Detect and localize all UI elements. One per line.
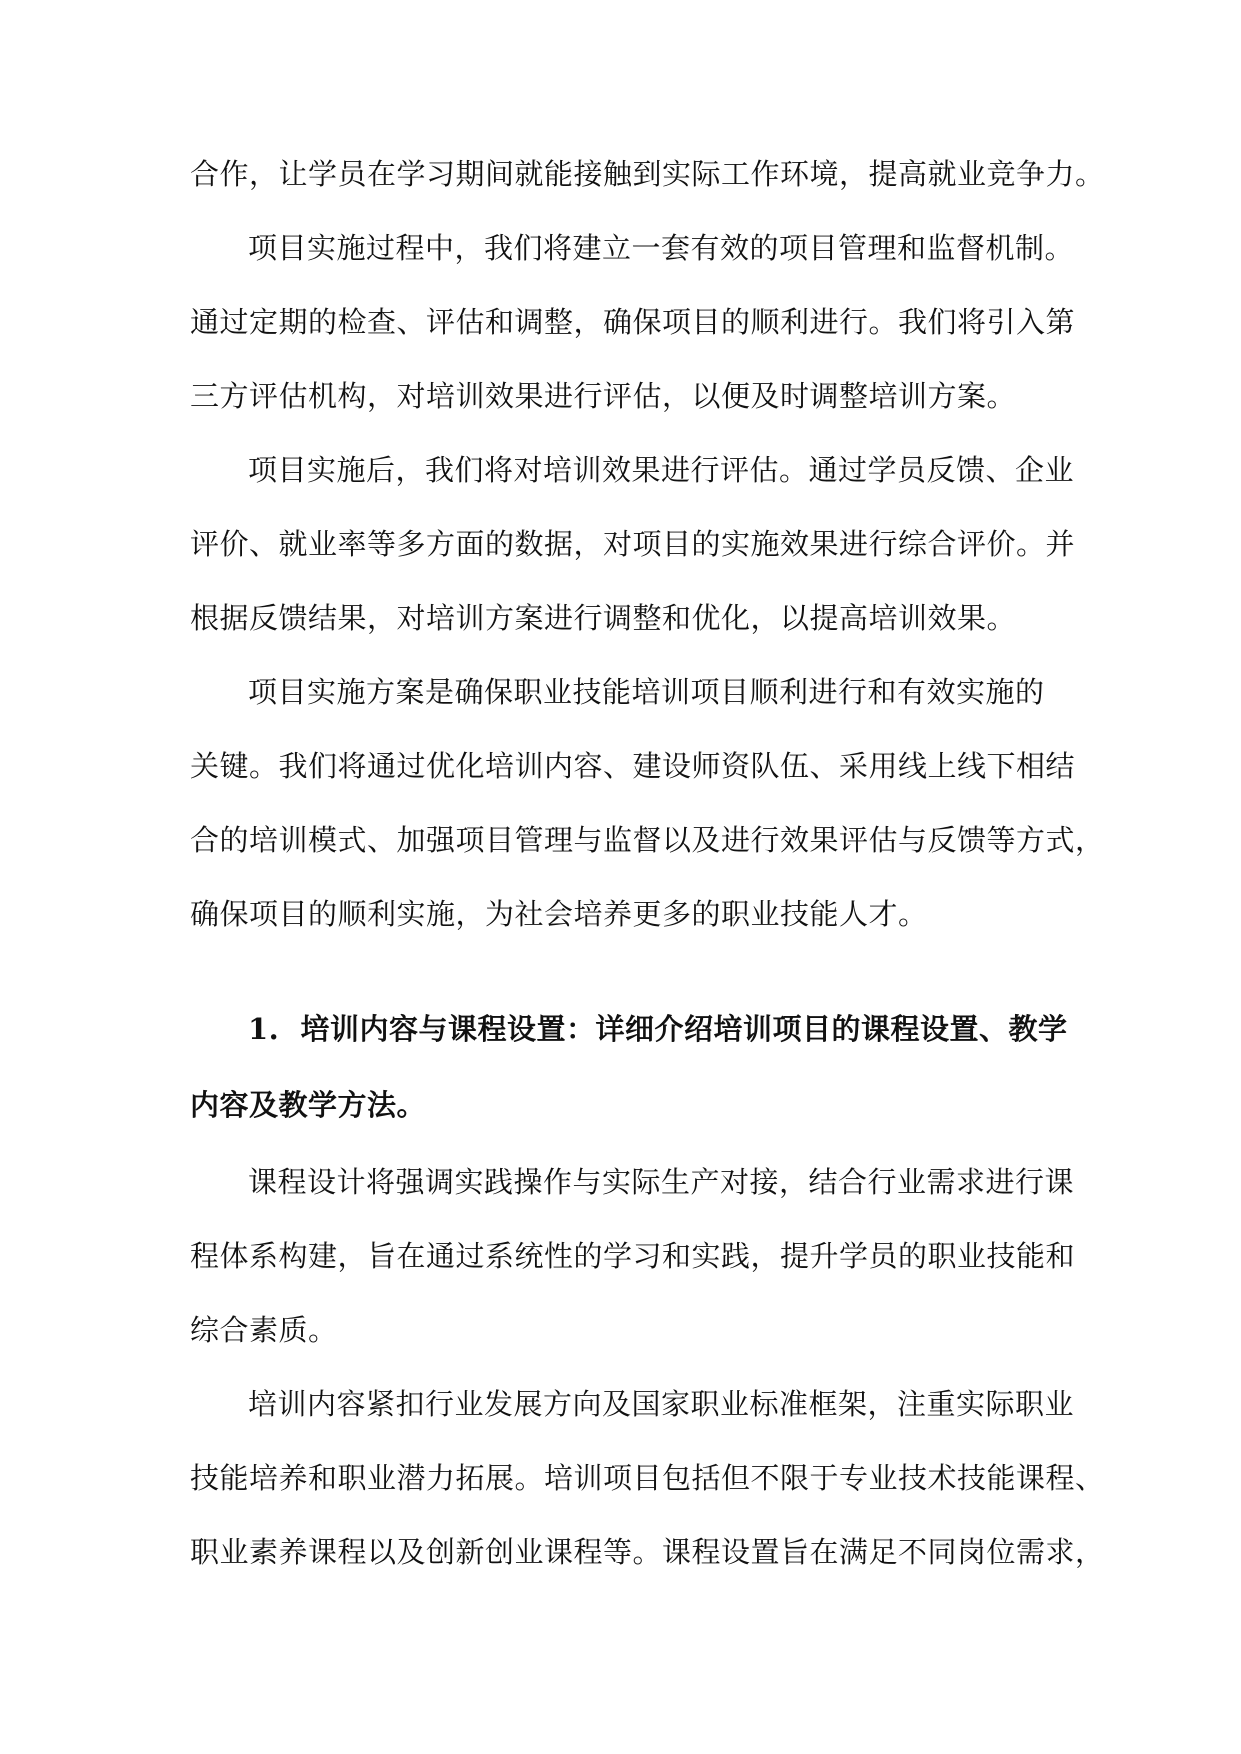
paragraph-line: 职业素养课程以及创新创业课程等。课程设置旨在满足不同岗位需求， <box>190 1535 1105 1569</box>
section-heading <box>248 1009 1070 1049</box>
paragraph-line: 项目实施方案是确保职业技能培训项目顺利进行和有效实施的 <box>248 675 1045 709</box>
paragraph-line: 合作，让学员在学习期间就能接触到实际工作环境，提高就业竞争力。 <box>190 157 1105 191</box>
paragraph-line: 课程设计将强调实践操作与实际生产对接，结合行业需求进行课 <box>248 1165 1075 1199</box>
section-heading-continued: 内容及教学方法。 <box>190 1088 427 1122</box>
paragraph-line: 培训内容紧扣行业发展方向及国家职业标准框架，注重实际职业 <box>248 1387 1075 1421</box>
heading-number: 1. <box>248 1012 280 1046</box>
heading-text: 培训内容与课程设置：详细介绍培训项目的课程设置、教学 <box>300 1012 1068 1046</box>
paragraph-line: 项目实施后，我们将对培训效果进行评估。通过学员反馈、企业 <box>248 453 1075 487</box>
paragraph-line: 确保项目的顺利实施，为社会培养更多的职业技能人才。 <box>190 897 928 931</box>
paragraph-line: 技能培养和职业潜力拓展。培训项目包括但不限于专业技术技能课程、 <box>190 1461 1105 1495</box>
paragraph-line: 根据反馈结果，对培训方案进行调整和优化，以提高培训效果。 <box>190 601 1017 635</box>
paragraph-line: 三方评估机构，对培训效果进行评估，以便及时调整培训方案。 <box>190 379 1017 413</box>
paragraph-line: 通过定期的检查、评估和调整，确保项目的顺利进行。我们将引入第 <box>190 305 1076 339</box>
paragraph-line: 评价、就业率等多方面的数据，对项目的实施效果进行综合评价。并 <box>190 527 1076 561</box>
paragraph-line: 合的培训模式、加强项目管理与监督以及进行效果评估与反馈等方式， <box>190 823 1105 857</box>
paragraph-line: 程体系构建，旨在通过系统性的学习和实践，提升学员的职业技能和 <box>190 1239 1076 1273</box>
paragraph-line: 关键。我们将通过优化培训内容、建设师资队伍、采用线上线下相结 <box>190 749 1076 783</box>
paragraph-line: 综合素质。 <box>190 1313 338 1347</box>
paragraph-line: 项目实施过程中，我们将建立一套有效的项目管理和监督机制。 <box>248 231 1075 265</box>
